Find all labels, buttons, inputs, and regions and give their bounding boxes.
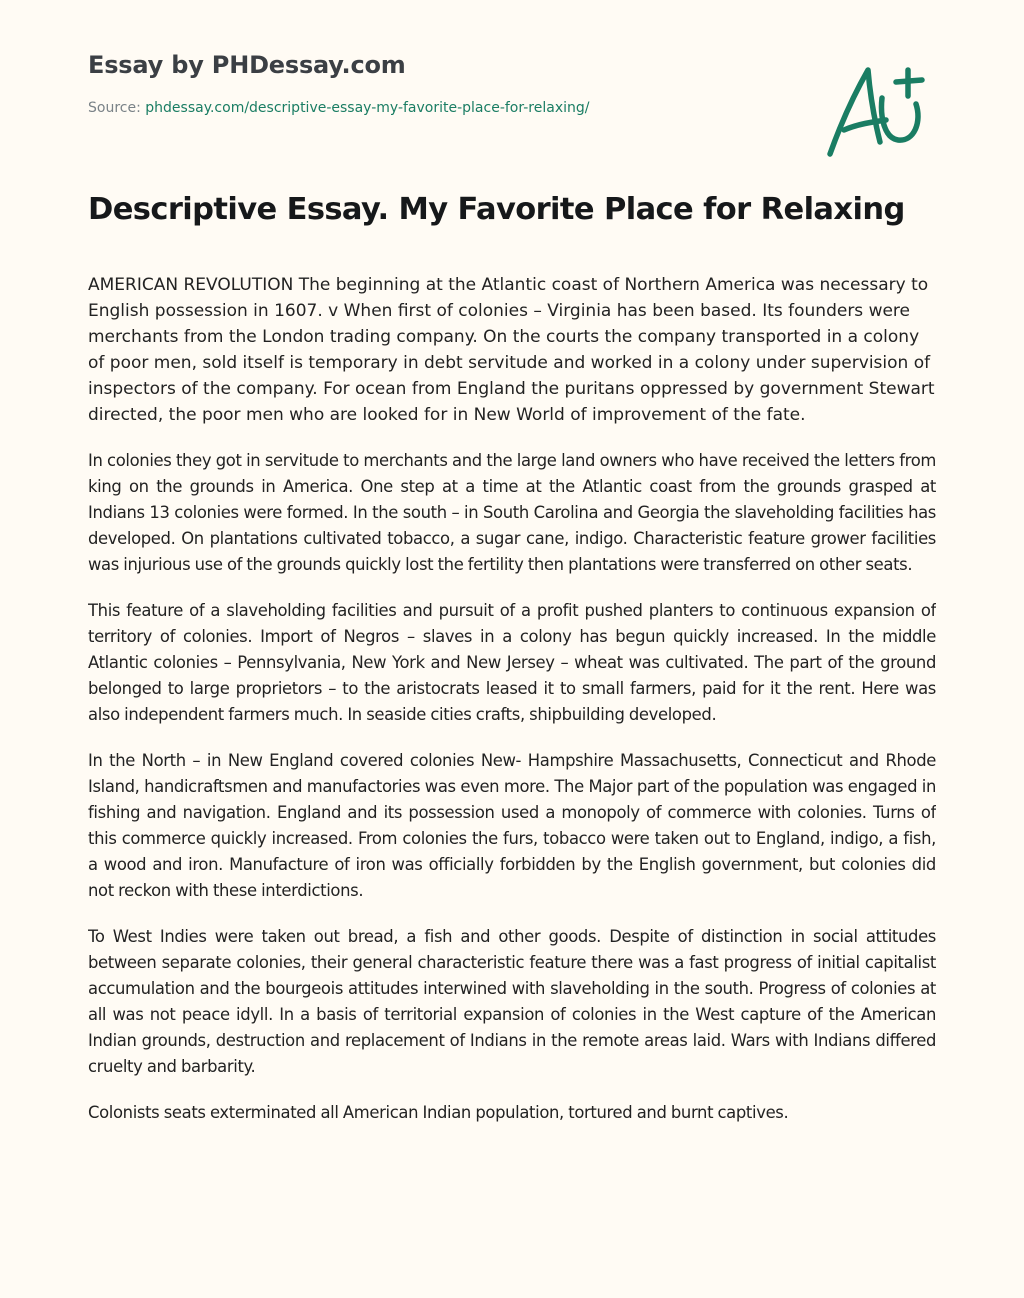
paragraph: In the North – in New England covered colonies New- Hampshire Massachusetts, Connecticut and Rhode Island, handicraftsmen and manufactories was even more. The Major part of the population was engaged in fishing and navigation. England and its possession used a monopoly of commerce with colonies. Turns of this commerce quickly increased. From colonies the furs, tobacco were taken out to England, indigo, a fish, a wood and iron. Manufacture of iron was officially forbidden by the English government, but colonies did not reckon with these interdictions. [88, 751, 936, 900]
source-link[interactable]: phdessay.com/descriptive-essay-my-favorite-place-for-relaxing/ [145, 100, 590, 116]
source-label: Source: [88, 100, 146, 116]
paragraph: Colonists seats exterminated all American Indian population, tortured and burnt captives. [88, 1103, 789, 1122]
paragraph: To West Indies were taken out bread, a fish and other goods. Despite of distinction in social attitudes between separate colonies, their general characteristic feature there was a fast progress of initial capitalist accumulation and the bourgeois attitudes interwined with slaveholding in the south. Progress of colonies at all was not peace idyll. In a basis of territorial expansion of colonies in the West capture of the American Indian grounds, destruction and replacement of Indians in the remote areas laid. Wars with Indians differed cruelty and barbarity. [88, 927, 936, 1076]
a-plus-grade-icon [822, 60, 934, 160]
essay-body [88, 272, 936, 1250]
paragraph: This feature of a slaveholding facilities and pursuit of a profit pushed planters to continuous expansion of territory of colonies. Import of Negros – slaves in a colony has begun quickly increased. In the middle Atlantic colonies – Pennsylvania, New York and New Jersey – wheat was cultivated. The part of the ground belonged to large proprietors – to the aristocrats leased it to small farmers, paid for it the rent. Here was also independent farmers much. In seaside cities crafts, shipbuilding developed. [88, 601, 936, 724]
paragraph: In colonies they got in servitude to merchants and the large land owners who have received the letters from king on the grounds in America. One step at a time at the Atlantic coast from the grounds grasped at Indians 13 colonies were formed. In the south – in South Carolina and Georgia the slaveholding facilities has developed. On plantations cultivated tobacco, a sugar cane, indigo. Characteristic feature grower facilities was injurious use of the grounds quickly lost the fertility then plantations were transferred on other seats. [88, 451, 936, 574]
paragraph: AMERICAN REVOLUTION The beginning at the Atlantic coast of Northern America was necessary to English possession in 1607. v When first of colonies – Virginia has been based. Its founders were merchants from the London trading company. On the courts the company transported in a colony of poor men, sold itself is temporary in debt servitude and worked in a colony under supervision of inspectors of the company. For ocean from England the puritans oppressed by government Stewart directed, the poor men who are looked for in New World of improvement of the fate. [88, 275, 935, 425]
page-header [88, 48, 589, 118]
source-line [88, 98, 589, 118]
site-title: Essay by PHDessay.com [88, 51, 406, 79]
document-title: Descriptive Essay. My Favorite Place for Relaxing [88, 192, 905, 227]
